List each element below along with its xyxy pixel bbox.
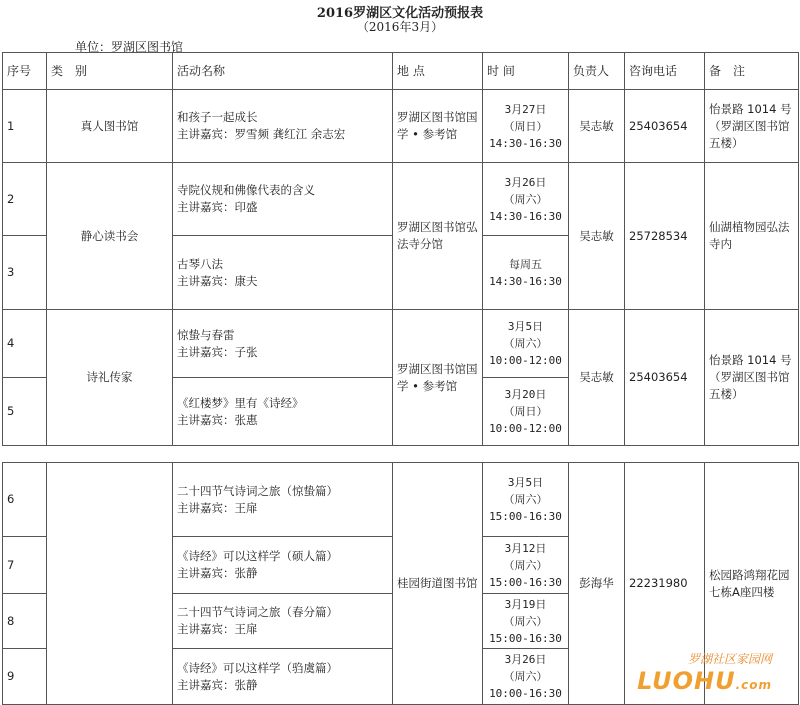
row-activity: 和孩子一起成长 主讲嘉宾：罗雪频 龚红江 余志宏 bbox=[173, 90, 393, 163]
row-person: 吴志敏 bbox=[569, 163, 625, 310]
unit-label: 单位：罗湖区图书馆 bbox=[75, 40, 184, 54]
row-category: 静心读书会 bbox=[47, 163, 173, 310]
row-activity: 二十四节气诗词之旅（惊蛰篇） 主讲嘉宾：王扉 bbox=[173, 463, 393, 537]
row-no: 9 bbox=[3, 649, 47, 705]
col-header-person: 负责人 bbox=[569, 53, 625, 90]
col-header-category: 类 别 bbox=[47, 53, 173, 90]
row-no: 5 bbox=[3, 378, 47, 446]
table-row bbox=[3, 310, 799, 378]
row-time: 3月26日 （周六） 10:00-16:30 bbox=[483, 649, 569, 705]
row-phone: 25403654 bbox=[625, 310, 705, 446]
row-activity: 《红楼梦》里有《诗经》 主讲嘉宾：张惠 bbox=[173, 378, 393, 446]
table-header-row bbox=[3, 53, 799, 90]
row-time: 3月26日 （周六） 14:30-16:30 bbox=[483, 163, 569, 236]
row-note: 仙湖植物园弘法寺内 bbox=[705, 163, 799, 310]
row-no: 3 bbox=[3, 236, 47, 310]
row-activity: 《诗经》可以这样学（硕人篇） 主讲嘉宾：张静 bbox=[173, 537, 393, 594]
row-note: 怡景路 1014 号（罗湖区图书馆五楼） bbox=[705, 90, 799, 163]
page-title: 2016罗湖区文化活动预报表 bbox=[316, 6, 484, 21]
row-time: 3月19日 （周六） 15:00-16:30 bbox=[483, 594, 569, 649]
row-location: 罗湖区图书馆国学 • 参考馆 bbox=[393, 310, 483, 446]
row-person: 吴志敏 bbox=[569, 310, 625, 446]
row-note: 松园路鸿翔花园七栋A座四楼 bbox=[705, 463, 799, 705]
row-activity: 古琴八法 主讲嘉宾：康夫 bbox=[173, 236, 393, 310]
row-activity: 寺院仪规和佛像代表的含义 主讲嘉宾：印盛 bbox=[173, 163, 393, 236]
row-activity: 二十四节气诗词之旅（春分篇） 主讲嘉宾：王扉 bbox=[173, 594, 393, 649]
row-phone: 25728534 bbox=[625, 163, 705, 310]
row-no: 7 bbox=[3, 537, 47, 594]
row-category: 真人图书馆 bbox=[47, 90, 173, 163]
col-header-activity: 活动名称 bbox=[173, 53, 393, 90]
row-category bbox=[47, 463, 173, 705]
row-location: 罗湖区图书馆国学 • 参考馆 bbox=[393, 90, 483, 163]
watermark-domain: LUOHU.com bbox=[637, 667, 772, 695]
row-person: 吴志敏 bbox=[569, 90, 625, 163]
page-subtitle: （2016年3月） bbox=[356, 20, 444, 34]
row-note: 怡景路 1014 号（罗湖区图书馆五楼） bbox=[705, 310, 799, 446]
col-header-time: 时 间 bbox=[483, 53, 569, 90]
row-location: 罗湖区图书馆弘法寺分馆 bbox=[393, 163, 483, 310]
table-row bbox=[3, 163, 799, 236]
row-person: 彭海华 bbox=[569, 463, 625, 705]
watermark-logo bbox=[637, 650, 772, 695]
row-activity: 《诗经》可以这样学（驺虞篇） 主讲嘉宾：张静 bbox=[173, 649, 393, 705]
row-category: 诗礼传家 bbox=[47, 310, 173, 446]
row-time: 每周五 14:30-16:30 bbox=[483, 236, 569, 310]
col-header-note: 备 注 bbox=[705, 53, 799, 90]
row-time: 3月12日 （周六） 15:00-16:30 bbox=[483, 537, 569, 594]
row-time: 3月27日 （周日） 14:30-16:30 bbox=[483, 90, 569, 163]
activity-table-1 bbox=[2, 52, 799, 446]
table-row bbox=[3, 90, 799, 163]
row-time: 3月5日 （周六） 15:00-16:30 bbox=[483, 463, 569, 537]
row-phone: 25403654 bbox=[625, 90, 705, 163]
row-phone: 22231980 bbox=[625, 463, 705, 705]
row-time: 3月20日 （周日） 10:00-12:00 bbox=[483, 378, 569, 446]
col-header-no: 序号 bbox=[3, 53, 47, 90]
table-row bbox=[3, 463, 799, 537]
row-no: 2 bbox=[3, 163, 47, 236]
row-activity: 惊蛰与春雷 主讲嘉宾：子张 bbox=[173, 310, 393, 378]
row-no: 4 bbox=[3, 310, 47, 378]
row-no: 6 bbox=[3, 463, 47, 537]
row-time: 3月5日 （周六） 10:00-12:00 bbox=[483, 310, 569, 378]
row-location: 桂园街道图书馆 bbox=[393, 463, 483, 705]
col-header-location: 地 点 bbox=[393, 53, 483, 90]
row-no: 8 bbox=[3, 594, 47, 649]
row-no: 1 bbox=[3, 90, 47, 163]
col-header-phone: 咨询电话 bbox=[625, 53, 705, 90]
watermark-site-name: 罗湖社区家园网 bbox=[687, 652, 772, 666]
